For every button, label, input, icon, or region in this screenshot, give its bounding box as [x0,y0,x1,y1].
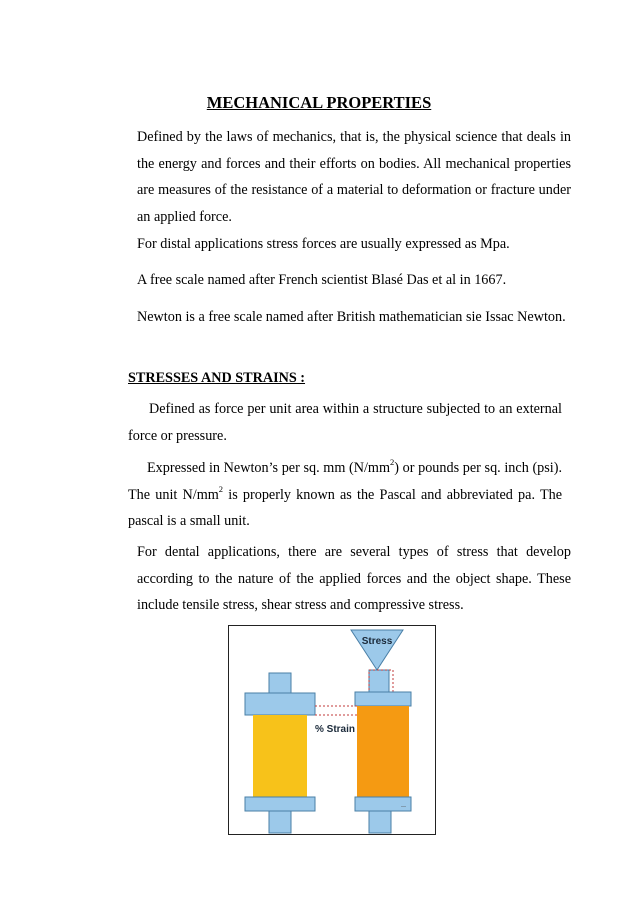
superscript-2a: 2 [390,457,395,468]
left-bottom-grip-bar [245,797,315,811]
intro-paragraph-4: Newton is a free scale named after British mathematician sie Issac Newton. [137,309,566,325]
right-specimen-body [357,706,409,797]
section-paragraph-2-text-a: Expressed in Newton’s per sq. mm (N/mm [147,460,391,476]
intro-paragraph-2: For distal applications stress forces are usually expressed as Mpa. [137,236,510,252]
section-paragraph-2 [128,455,562,535]
stress-label: Stress [361,636,393,647]
stress-strain-diagram [229,626,435,834]
left-top-grip-bar [245,693,315,715]
right-top-grip [369,670,389,692]
left-specimen [245,673,315,833]
section-paragraph-2-text-c: is properly known as the Pascal and abbreviated pa. The pascal is a small unit. [128,486,563,529]
section-paragraph-3: For dental applications, there are several types of stress that develop according to the nature of the applied forces and the object shape. These include tensile stress, shear stress and compressive stress. [137,544,571,613]
superscript-2b: 2 [218,483,224,494]
strain-label: % Strain [315,724,356,735]
left-top-grip [269,673,291,693]
right-bottom-grip [369,811,391,833]
right-top-grip-bar [355,692,411,706]
section-paragraph-2-text-b: ) or pounds per sq. inch (psi). The unit N/mm [128,460,562,503]
left-specimen-body [253,715,307,797]
intro-paragraph-3: A free scale named after French scientist Blasé Das et al in 1667. [137,272,507,288]
right-specimen [351,630,411,833]
section-paragraph-1: Defined as force per unit area within a structure subjected to an external force or pressure. [128,401,562,444]
left-bottom-grip [269,811,291,833]
figure-caption-mark: — [401,804,406,810]
section-heading: STRESSES AND STRAINS : [128,370,306,386]
strain-indicator [315,706,357,735]
page-title: MECHANICAL PROPERTIES [206,93,432,112]
stress-strain-figure [228,625,436,835]
intro-paragraph-1: Defined by the laws of mechanics, that is, the physical science that deals in the energy and forces and their efforts on bodies. All mechanical properties are measures of the resistance of a material to deformation or fracture under an applied force. [137,129,571,225]
